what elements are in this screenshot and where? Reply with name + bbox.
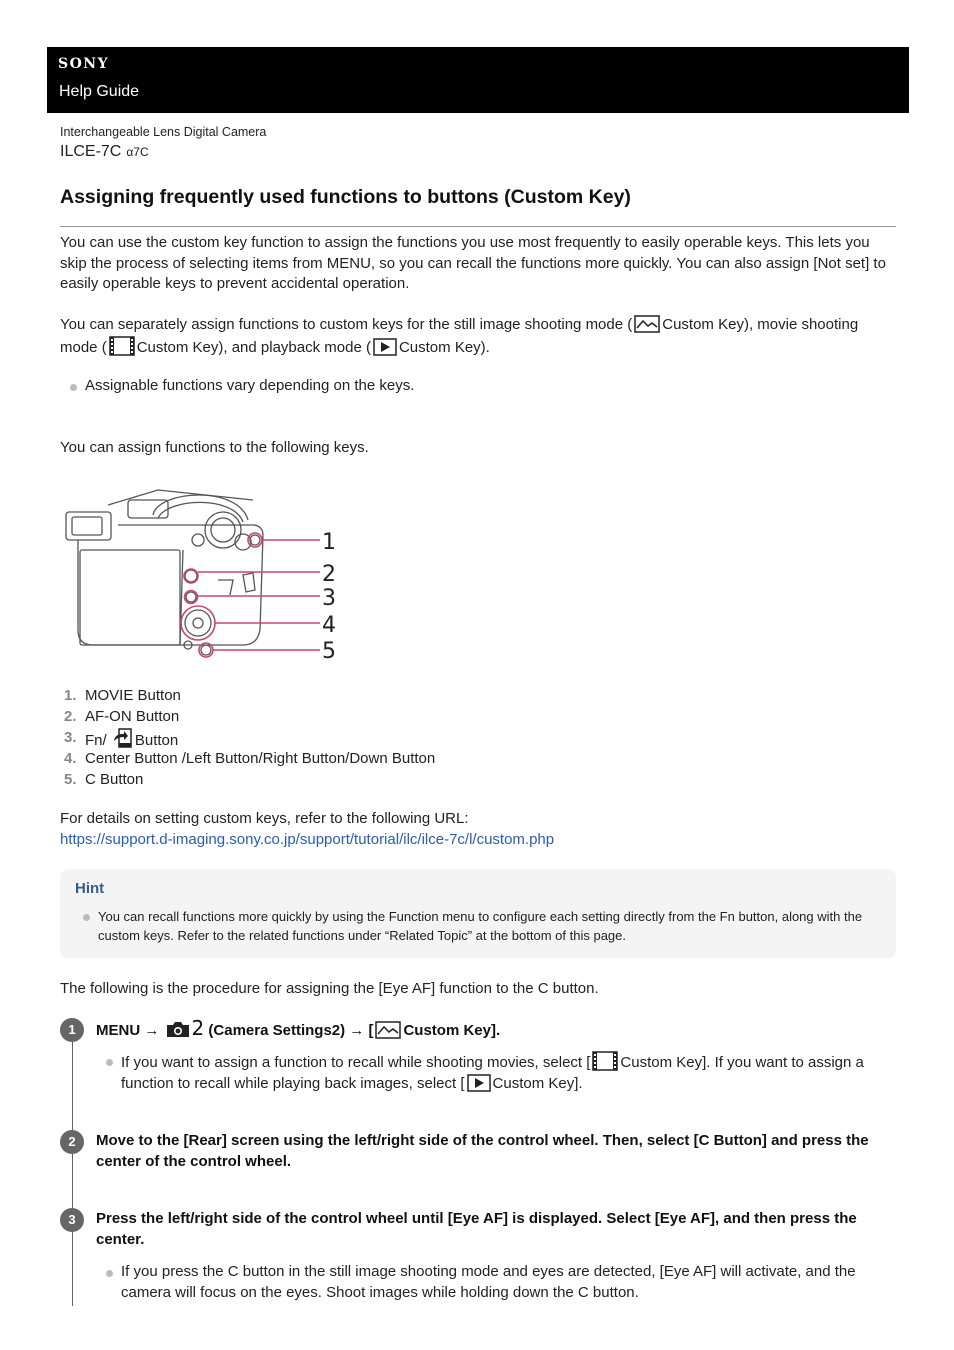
camera-settings-number: 2 xyxy=(191,1016,205,1040)
movie-icon xyxy=(592,1051,618,1071)
page-title: Assigning frequently used functions to buttons (Custom Key) xyxy=(60,186,631,208)
movie-icon xyxy=(109,336,135,356)
still-image-icon xyxy=(375,1021,401,1039)
step-1-text: MENU → 2 (Camera Settings2) → [ Custom Key]. xyxy=(96,1016,501,1040)
callout-2: 2 xyxy=(322,562,336,587)
assign-intro: You can assign functions to the following keys. xyxy=(60,439,369,456)
callout-5: 5 xyxy=(322,639,336,664)
list-item: 2. AF-ON Button xyxy=(64,707,180,725)
step-1-note: If you want to assign a function to recall while shooting movies, select [ Custom Key]. If you want to assign a function to recall while playing back images, select [ Custom Key]. xyxy=(96,1051,896,1094)
key-list xyxy=(60,686,435,790)
camera-settings-icon xyxy=(166,1020,190,1038)
help-guide-title[interactable]: Help Guide xyxy=(59,83,140,100)
callout-4: 4 xyxy=(322,613,336,638)
hint-text: You can recall functions more quickly by using the Function menu to configure each setting directly from the Fn button, along with the custom keys. Refer to the related functions under “Related Topic” at the bottom of this page. xyxy=(75,907,885,945)
list-item: 1. MOVIE Button xyxy=(64,687,181,704)
modes-paragraph: You can separately assign functions to custom keys for the still image shooting mode ( Custom Key), movie shooting mode ( Custom Key), and playback mode ( Custom Key). xyxy=(60,316,859,356)
note-bullet: Assignable functions vary depending on the keys. xyxy=(60,376,414,397)
model-name: ILCE-7C α7C xyxy=(60,143,149,160)
procedure-intro: The following is the procedure for assigning the [Eye AF] function to the C button. xyxy=(60,980,599,997)
step-3-note: If you press the C button in the still image shooting mode and eyes are detected, [Eye AF] will activate, and the camera will focus on the eyes. Shoot images while holding down the C button. xyxy=(96,1262,896,1303)
playback-icon xyxy=(373,338,397,356)
intro-paragraph: You can use the custom key function to assign the functions you use most frequently to easily operable keys. This lets you skip the process of selecting items from MENU, so you can recall the functions more quickly. You can also assign [Not set] to easily operable keys to prevent accidental operation. xyxy=(60,234,886,292)
list-item: 3. Fn/ Button xyxy=(64,729,179,750)
hint-box xyxy=(60,869,896,958)
step-number-2: 2 xyxy=(60,1130,84,1154)
hint-title: Hint xyxy=(75,880,105,897)
details-text: For details on setting custom keys, refer to the following URL: xyxy=(60,810,469,827)
step-2-text: Move to the [Rear] screen using the left/right side of the control wheel. Then, select [C Button] and press the center of the control wheel. xyxy=(96,1132,869,1170)
step-number-3: 3 xyxy=(60,1208,84,1232)
callout-3: 3 xyxy=(322,586,336,611)
list-item: 5. C Button xyxy=(64,770,144,788)
title-divider xyxy=(60,226,896,227)
sony-logo[interactable]: SONY xyxy=(58,56,110,72)
step-connector-line xyxy=(72,1040,73,1306)
callout-1: 1 xyxy=(322,530,336,555)
step-number-1: 1 xyxy=(60,1018,84,1042)
header-bar xyxy=(47,47,909,113)
playback-icon xyxy=(467,1074,491,1092)
details-link-row xyxy=(60,830,898,851)
camera-rear-illustration xyxy=(58,480,348,665)
custom-key-url-link[interactable]: https://support.d-imaging.sony.co.jp/support/tutorial/ilc/ilce-7c/l/custom.php xyxy=(60,831,555,848)
send-to-smartphone-icon xyxy=(113,727,133,749)
model-sub: α7C xyxy=(126,145,149,159)
list-item: 4. Center Button /Left Button/Right Button/Down Button xyxy=(64,750,436,768)
step-3-text: Press the left/right side of the control wheel until [Eye AF] is displayed. Select [Eye AF], and then press the center. xyxy=(96,1210,857,1248)
product-type: Interchangeable Lens Digital Camera xyxy=(60,125,267,139)
still-image-icon xyxy=(634,315,660,333)
